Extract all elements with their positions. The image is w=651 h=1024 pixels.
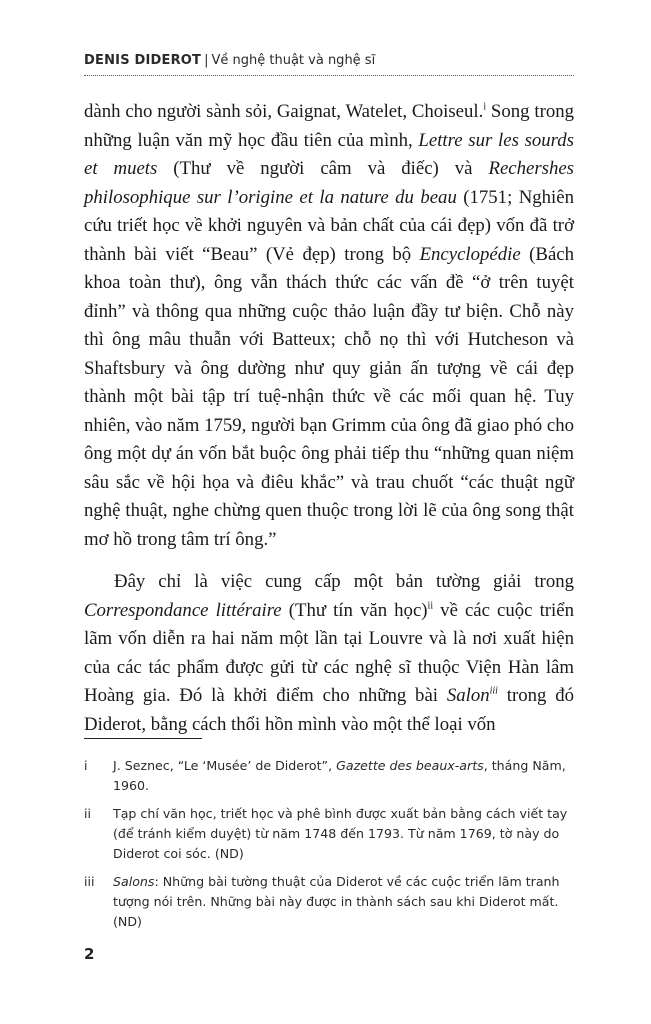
p2-text-1: Đây chỉ là việc cung cấp một bản tường giải trong: [114, 571, 574, 592]
paragraph-2: [84, 568, 574, 739]
footnotes: [84, 756, 574, 940]
footnote-ref-i: i: [483, 101, 487, 113]
title-encyclopedie: Encyclopédie: [419, 243, 521, 265]
header-rule: [84, 75, 574, 76]
footnote-text-part: : Những bài tường thuật của Diderot về các cuộc triển lãm tranh tượng nói trên. Những bài này được in thành sách sau khi Diderot mất. (ND): [113, 874, 560, 929]
footnote-separator: [84, 738, 202, 739]
footnote-mark: ii: [84, 806, 91, 821]
footnote-text: [113, 804, 574, 864]
p1-text-3: (Thư về người câm và điếc) và: [157, 158, 489, 179]
header-author: DENIS DIDEROT: [84, 53, 202, 68]
title-salon: Salon: [446, 685, 490, 706]
footnote: [84, 804, 574, 864]
footnote-ref-ii: ii: [427, 600, 434, 612]
footnote-text-part: J. Seznec, “Le ‘Musée’ de Diderot”,: [113, 758, 337, 773]
footnote-text: [113, 756, 574, 796]
page-number: 2: [84, 945, 95, 963]
header-separator: |: [204, 53, 209, 68]
footnote-italic: Gazette des beaux-arts: [336, 758, 484, 773]
footnote-mark: i: [84, 758, 88, 773]
footnote: [84, 756, 574, 796]
p1-text-1: dành cho người sành sỏi, Gaignat, Watelet, Choiseul.: [84, 101, 484, 122]
p2-text-2: (Thư tín văn học): [281, 599, 428, 621]
footnote-text-part: , tháng Năm, 1960.: [113, 758, 566, 793]
paragraph-1: [84, 98, 574, 554]
footnote-ref-iii: [490, 686, 498, 697]
header-book-title: Về nghệ thuật và nghệ sĩ: [211, 53, 376, 68]
footnote-ref-iii-mark: iii: [489, 685, 498, 697]
footnote-text: [113, 872, 574, 932]
title-correspondance-litteraire: Correspondance littéraire: [84, 599, 282, 621]
footnote-mark: iii: [84, 874, 95, 889]
footnote-italic: Salons: [113, 874, 155, 889]
p1-text-4: (1751; Nghiên cứu triết học về khởi nguyên và bản chất của cái đẹp) vốn đã trở thành bài viết “Beau” (Vẻ đẹp) trong bộ: [84, 186, 574, 265]
p2-text-3: về các cuộc triển lãm vốn diễn ra hai năm một lần tại Louvre và là nơi xuất hiện của các tác phẩm được gửi từ các nghệ sĩ thuộc Viện Hàn lâm Hoàng gia. Đó là khởi điểm cho những bài: [84, 599, 574, 706]
footnote: [84, 872, 574, 932]
title-lettre-sur-les-sourds: Lettre sur les sourds et muets: [84, 129, 574, 179]
p1-text-5: (Bách khoa toàn thư), ông vẫn thách thức các vấn đề “ở trên tuyệt đỉnh” và thông qua những cuộc thảo luận đầy tư biện. Chỗ này thì ông mâu thuẫn với Batteux; chỗ nọ thì với Hutcheson và Shaftsbury và ông dường như quy giản ấn tượng về cái đẹp thành một bài tập trí tuệ-nhận thức về các mối quan hệ. Tuy nhiên, vào năm 1759, người bạn Grimm của ông đã giao phó cho ông một dự án vốn bắt buộc ông phải tiếp thu “những quan niệm sâu sắc về hội họa và điêu khắc” và trau chuốt “các thuật ngữ nghệ thuật, nghe chừng quen thuộc trong lời lẽ của ông song thật mơ hồ trong tâm trí ông.”: [84, 243, 575, 550]
p1-text-2: Song trong những luận văn mỹ học đầu tiên của mình,: [84, 101, 574, 151]
title-rechershes-philosophique: Rechershes philosophique sur l’origine et la nature du beau: [84, 158, 574, 208]
main-text: [84, 98, 574, 739]
footnote-text-part: Tạp chí văn học, triết học và phê bình được xuất bản bằng cách viết tay (để tránh kiểm duyệt) từ năm 1748 đến 1793. Từ năm 1769, tờ này do Diderot coi sóc. (ND): [113, 806, 568, 861]
running-header: [84, 53, 574, 68]
p2-text-4: trong đó Diderot, bằng cách thổi hồn mình vào một thể loại vốn: [84, 685, 575, 735]
